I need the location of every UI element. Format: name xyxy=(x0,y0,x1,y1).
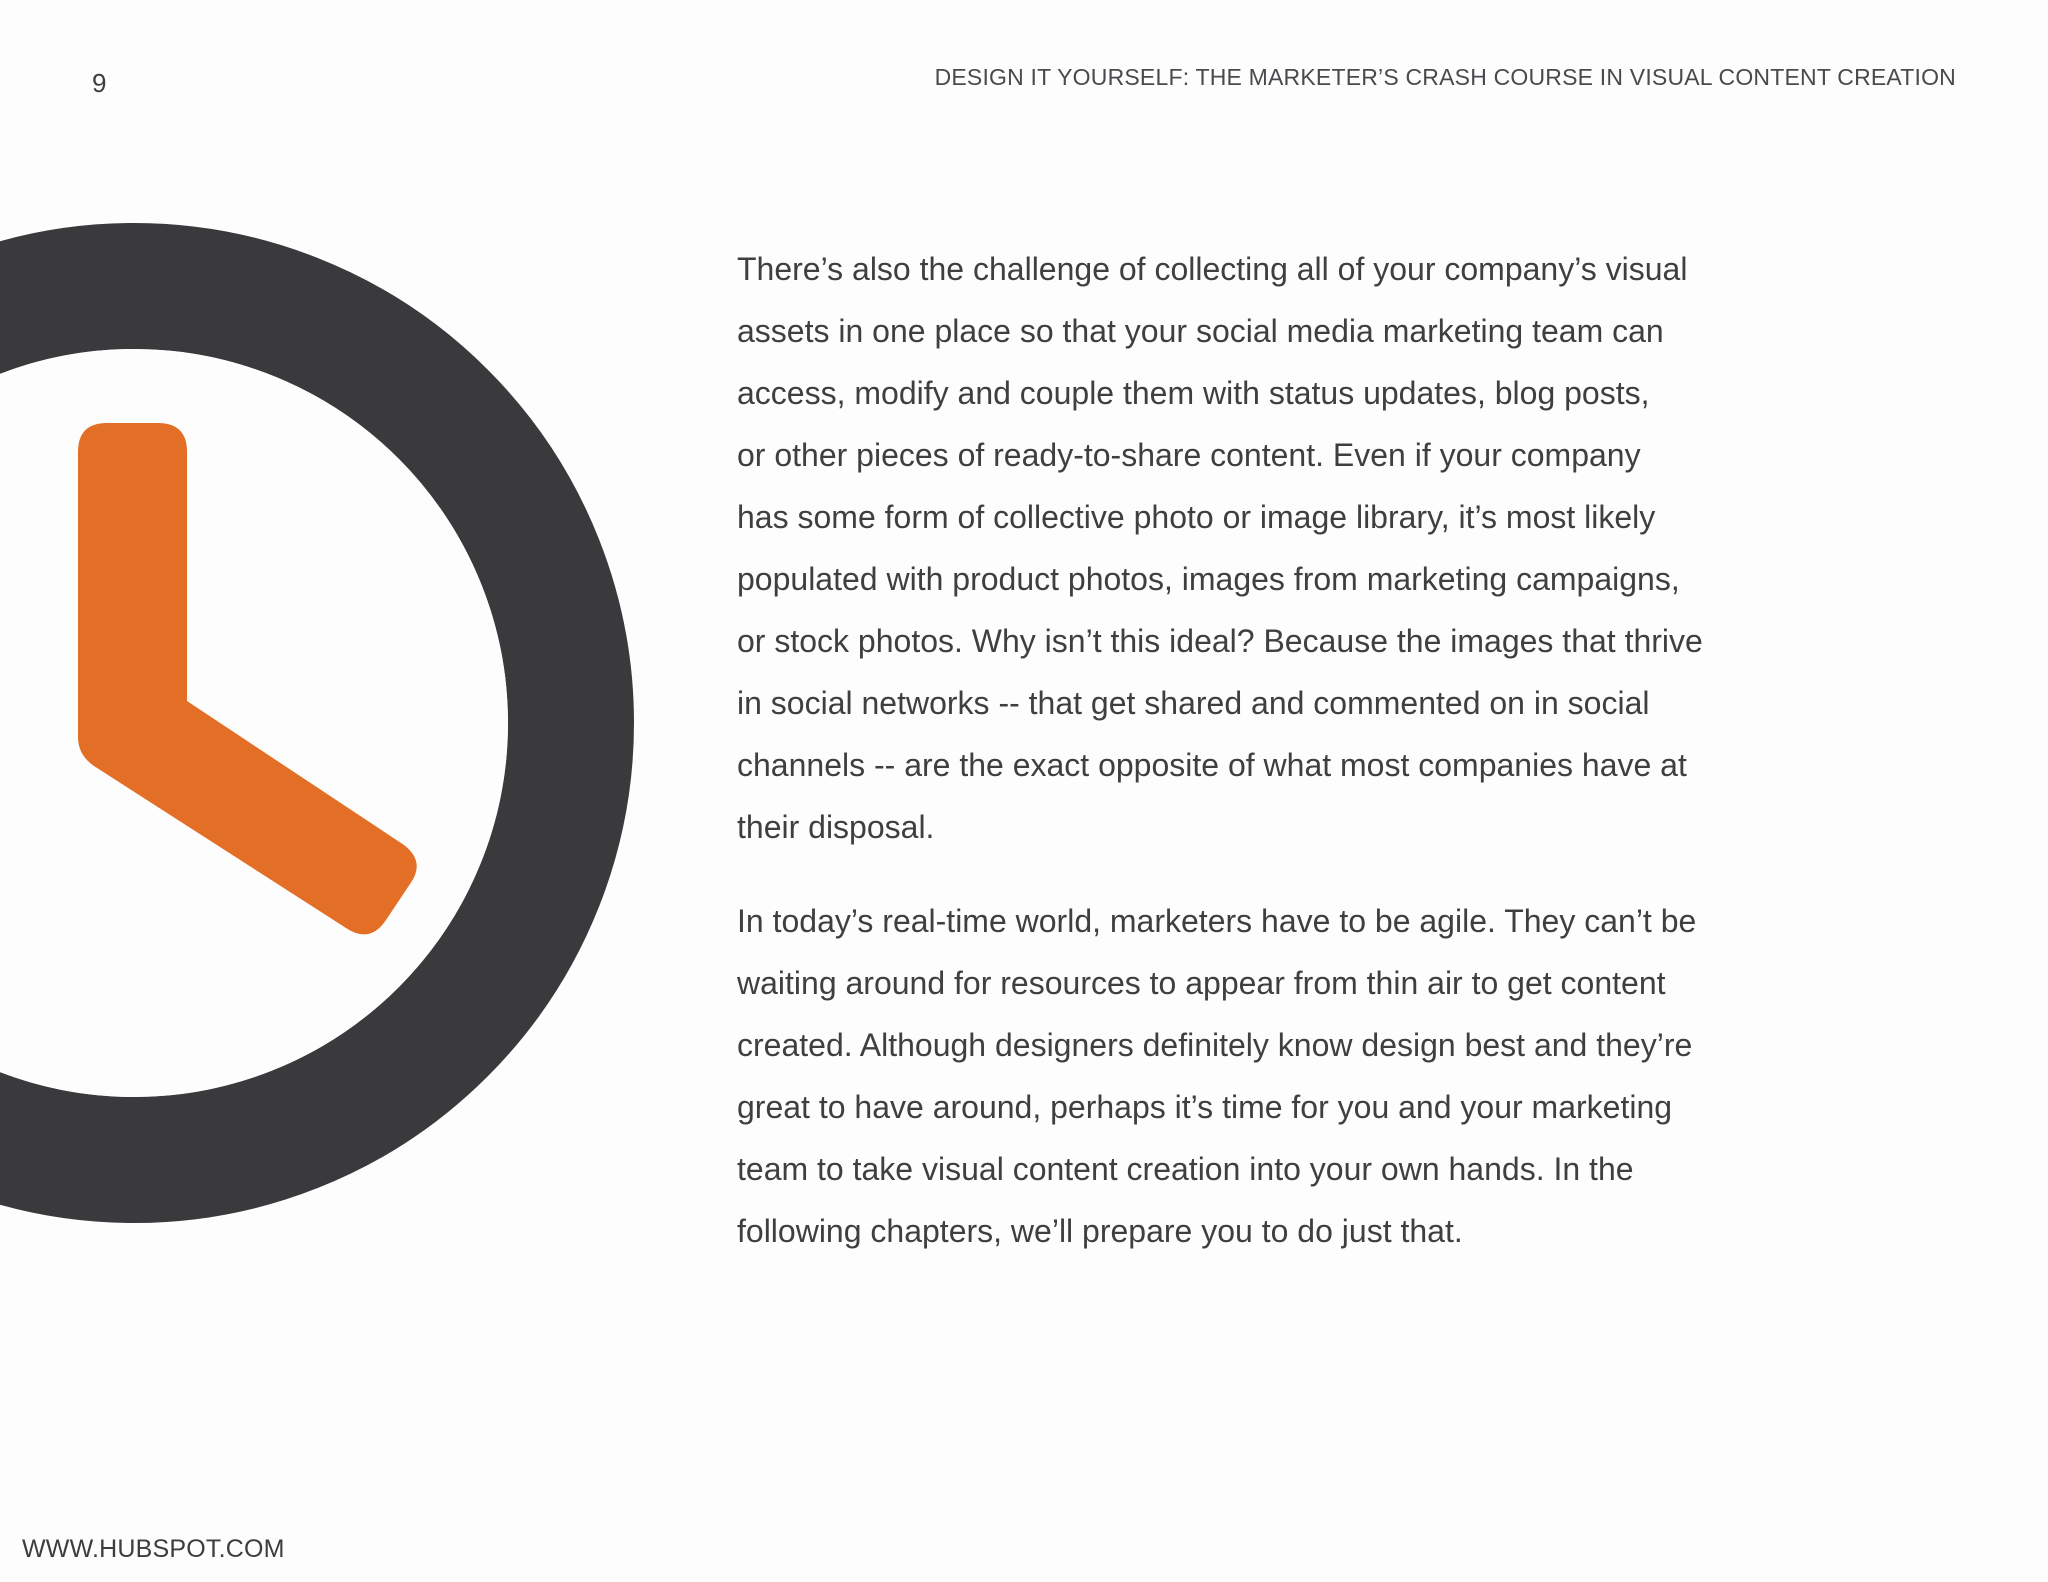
page-number: 9 xyxy=(92,68,107,98)
body-text xyxy=(737,238,1817,1294)
footer-url-link[interactable]: WWW.HUBSPOT.COM xyxy=(22,1535,285,1563)
running-header-title: DESIGN IT YOURSELF: THE MARKETER’S CRASH COURSE IN VISUAL CONTENT CREATION xyxy=(934,64,1956,90)
body-paragraph-2: In today’s real-time world, marketers have to be agile. They can’t be waiting around for resources to appear from thin air to get content created. Although designers definitely know design best and they’re great to have around, perhaps it’s time for you and your marketing team to take visual content creation into your own hands. In the following chapters, we’ll prepare you to do just that. xyxy=(737,903,1697,1249)
body-paragraph-1: There’s also the challenge of collecting all of your company’s visual assets in one place so that your social media marketing team can access, modify and couple them with status updates, blog posts, or other pieces of ready-to-share content. Even if your company has some form of collective photo or image library, it’s most likely populated with product photos, images from marketing campaigns, or stock photos. Why isn’t this ideal? Because the images that thrive in social networks -- that get shared and commented on in social channels -- are the exact opposite of what most companies have at their disposal. xyxy=(737,251,1703,845)
clock-icon xyxy=(0,0,660,1240)
